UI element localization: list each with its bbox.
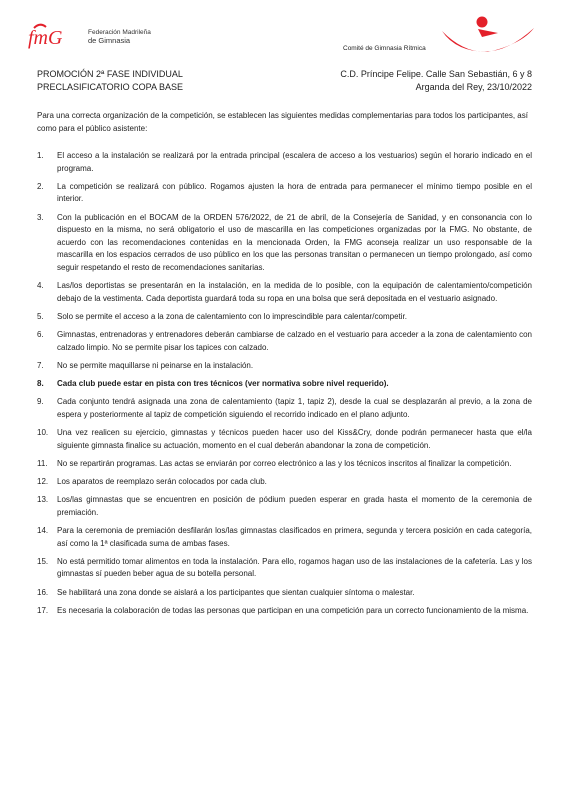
rule-number: 8. — [37, 379, 44, 389]
rule-number: 5. — [37, 311, 44, 321]
rule-number: 10. — [37, 428, 49, 438]
rule-text: Con la publicación en el BOCAM de la ORDEN 576/2022, de 21 de abril, de la Consejería de Sanidad, y en consonancia con lo dispuesto en la misma, no será obligatorio el uso de mascarilla en las competiciones organizadas por la FMG. No obstante, de acuerdo con las recomendaciones contenidas en la mencionada Orden, la FMG aconseja realizar un uso responsable de la mascarilla en los espacios cerrados de uso público en los que las personas transitan o permanecen un tiempo prolongado, así como seguir respetando el resto de recomendaciones sanitarias. — [57, 212, 532, 272]
rule-item — [37, 150, 532, 175]
rule-item — [37, 212, 532, 275]
rule-number: 6. — [37, 330, 44, 340]
rule-number: 16. — [37, 587, 49, 597]
rule-text: El acceso a la instalación se realizará por la entrada principal (escalera de acceso a los vestuarios) según el horario indicado en el programa. — [57, 151, 532, 173]
rule-item — [37, 311, 532, 324]
rule-text: Solo se permite el acceso a la zona de calentamiento con lo imprescindible para calentar/competir. — [57, 311, 407, 321]
rule-item — [37, 556, 532, 581]
rule-text: Se habilitará una zona donde se aislará a los participantes que sientan cualquier síntoma o malestar. — [57, 587, 415, 597]
rule-number: 9. — [37, 397, 44, 407]
rule-number: 3. — [37, 212, 44, 222]
rule-item — [37, 181, 532, 206]
rule-number: 4. — [37, 281, 44, 291]
venue-line-1: C.D. Príncipe Felipe. Calle San Sebastián, 6 y 8 — [340, 69, 532, 79]
rule-number: 2. — [37, 181, 44, 191]
rule-item — [37, 396, 532, 421]
venue-line-2: Arganda del Rey, 23/10/2022 — [415, 82, 532, 92]
federation-line-1: Federación Madrileña — [88, 29, 151, 36]
rule-item — [37, 329, 532, 354]
rule-text: La competición se realizará con público. Rogamos ajusten la hora de entrada para permanecer el mínimo tiempo posible en el interior. — [57, 181, 532, 204]
rule-item — [37, 476, 532, 489]
venue-info — [340, 68, 532, 94]
event-title-line-2: PRECLASIFICATORIO COPA BASE — [37, 82, 184, 92]
intro-paragraph: Para una correcta organización de la competición, se establecen las siguientes medidas complementarias para todos los participantes, así como para el público asistente: — [37, 111, 528, 133]
rule-item — [37, 360, 532, 373]
rule-text: No se permite maquillarse ni peinarse en la instalación. — [57, 360, 254, 370]
rule-number: 17. — [37, 605, 49, 615]
federation-name — [88, 29, 151, 45]
rule-text: Los/las gimnastas que se encuentren en posición de pódium pueden esperar en grada hasta el momento de la ceremonia de premiación. — [57, 495, 532, 517]
rule-text: No se repartirán programas. Las actas se enviarán por correo electrónico a las y los técnicos inscritos al finalizar la competición. — [57, 458, 512, 468]
rule-text: Los aparatos de reemplazo serán colocados por cada club. — [57, 477, 267, 486]
rule-item — [37, 280, 532, 305]
rule-text: Gimnastas, entrenadoras y entrenadores deberán cambiarse de calzado en el vestuario para acceder a la zona de calentamiento con calzado limpio. No se permite pisar los tapices con calzado. — [57, 330, 532, 352]
rule-text: Para la ceremonia de premiación desfilarán los/las gimnastas clasificados en primera, segunda y tercera posición en cada categoría, así como la 1ª clasificada suma de ambas fases. — [57, 525, 532, 548]
rule-number: 1. — [37, 151, 44, 160]
rules-list — [37, 150, 532, 623]
rule-item — [37, 587, 532, 600]
rule-item — [37, 605, 532, 618]
rule-text: Cada club puede estar en pista con tres técnicos (ver normativa sobre nivel requerido). — [57, 379, 389, 389]
rule-number: 7. — [37, 360, 44, 370]
rule-item — [37, 378, 532, 391]
committee-label: Comité de Gimnasia Rítmica — [343, 45, 426, 52]
svg-text:fmG: fmG — [28, 27, 63, 49]
rule-text: Cada conjunto tendrá asignada una zona de calentamiento (tapiz 1, tapiz 2), desde la cual se desplazarán al previo, a la zona de espera y posteriormente al tapiz de competición siguiendo el recorrido indicado en el plano adjunto. — [57, 397, 532, 419]
rule-number: 13. — [37, 495, 49, 505]
rule-number: 15. — [37, 556, 49, 566]
rule-number: 14. — [37, 525, 49, 535]
rhythmic-gymnastics-logo — [438, 14, 536, 60]
event-title — [37, 68, 183, 94]
rule-item — [37, 427, 532, 452]
rule-text: Es necesaria la colaboración de todas las personas que participan en una competición para un correcto funcionamiento de la misma. — [57, 605, 529, 615]
event-title-line-1: PROMOCIÓN 2ª FASE INDIVIDUAL — [37, 69, 183, 79]
rule-text: Una vez realicen su ejercicio, gimnastas y técnicos pueden hacer uso del Kiss&Cry, donde podrán permanecer hasta que el/la siguiente gimnasta finalice su actuación, momento en el cual deberán abandonar la zona de competición. — [57, 428, 532, 450]
rule-number: 11. — [37, 458, 48, 468]
federation-line-2: de Gimnasia — [88, 36, 131, 45]
rule-item — [37, 525, 532, 550]
rule-text: Las/los deportistas se presentarán en la instalación, en la medida de lo posible, con la equipación de calentamiento/competición debajo de la vestimenta. Cada deportista guardará toda su ropa en una bolsa que será depositada en el vestuario asignado. — [57, 281, 532, 303]
rule-text: No está permitido tomar alimentos en toda la instalación. Para ello, rogamos hagan uso de las instalaciones de la cafetería. Las y los gimnastas sí pueden beber agua de su botella personal. — [57, 556, 532, 579]
rule-number: 12. — [37, 477, 49, 486]
rule-item — [37, 458, 532, 471]
rule-item — [37, 494, 532, 519]
